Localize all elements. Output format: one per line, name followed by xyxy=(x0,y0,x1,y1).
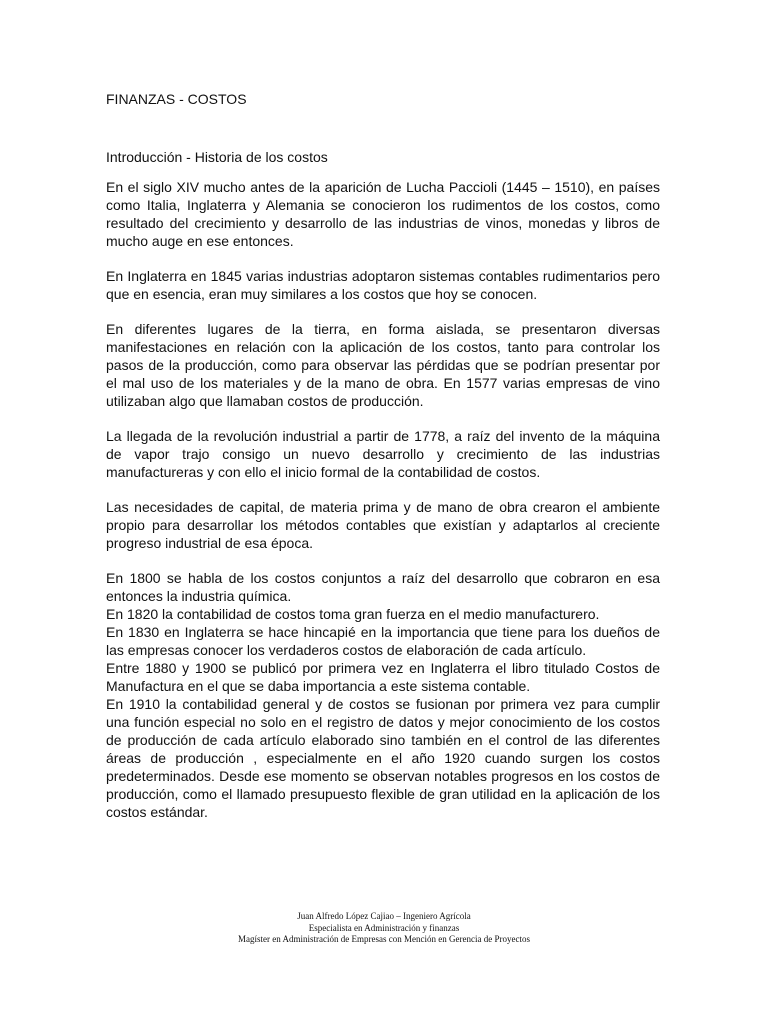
page-footer xyxy=(0,911,768,946)
timeline-entry-1910: En 1910 la contabilidad general y de costos se fusionan por primera vez para cumplir una función especial no solo en el registro de datos y mejor conocimiento de los costos de producción de cada artículo elaborado sino también en el control de las diferentes áreas de producción , especialmente en el año 1920 cuando surgen los costos predeterminados. Desde ese momento se observan notables progresos en los costos de producción, como el llamado presupuesto flexible de gran utilidad en la aplicación de los costos estándar. xyxy=(106,696,660,820)
timeline-entry-1800: En 1800 se habla de los costos conjuntos a raíz del desarrollo que cobraron en esa entonces la industria química. xyxy=(106,570,660,604)
timeline-block xyxy=(106,569,660,821)
document-body xyxy=(106,90,660,821)
paragraph-capital-needs: Las necesidades de capital, de materia prima y de mano de obra crearon el ambiente propio para desarrollar los métodos contables que existían y adaptarlos al creciente progreso industrial de esa época. xyxy=(106,499,660,551)
timeline-entry-1830: En 1830 en Inglaterra se hace hincapié en la importancia que tiene para los dueños de las empresas conocer los verdaderos costos de elaboración de cada artículo. xyxy=(106,624,660,658)
footer-author: Juan Alfredo López Cajiao – Ingeniero Agrícola xyxy=(297,911,471,921)
footer-degree: Magíster en Administración de Empresas con Mención en Gerencia de Proyectos xyxy=(238,934,530,944)
paragraph-origins: En el siglo XIV mucho antes de la aparición de Lucha Paccioli (1445 – 1510), en países como Italia, Inglaterra y Alemania se conocieron los rudimentos de los costos, como resultado del crecimiento y desarrollo de las industrias de vinos, monedas y libros de mucho auge en ese entonces. xyxy=(106,179,660,249)
timeline-entry-1820: En 1820 la contabilidad de costos toma gran fuerza en el medio manufacturero. xyxy=(106,606,600,622)
paragraph-manifestations: En diferentes lugares de la tierra, en forma aislada, se presentaron diversas manifestaciones en relación con la aplicación de los costos, tanto para controlar los pasos de la producción, como para observar las pérdidas que se podrían presentar por el mal uso de los materiales y de la mano de obra. En 1577 varias empresas de vino utilizaban algo que llamaban costos de producción. xyxy=(106,321,660,409)
paragraph-industrial-revolution: La llegada de la revolución industrial a partir de 1778, a raíz del invento de la máquina de vapor trajo consigo un nuevo desarrollo y crecimiento de las industrias manufactureras y con ello el inicio formal de la contabilidad de costos. xyxy=(106,428,660,480)
timeline-entry-1880-1900: Entre 1880 y 1900 se publicó por primera vez en Inglaterra el libro titulado Costos de Manufactura en el que se daba importancia a este sistema contable. xyxy=(106,660,660,694)
document-title: FINANZAS - COSTOS xyxy=(106,91,247,107)
paragraph-england-1845: En Inglaterra en 1845 varias industrias adoptaron sistemas contables rudimentarios pero que en esencia, eran muy similares a los costos que hoy se conocen. xyxy=(106,268,660,302)
footer-specialization: Especialista en Administración y finanzas xyxy=(308,922,460,933)
document-subtitle: Introducción - Historia de los costos xyxy=(106,149,328,165)
